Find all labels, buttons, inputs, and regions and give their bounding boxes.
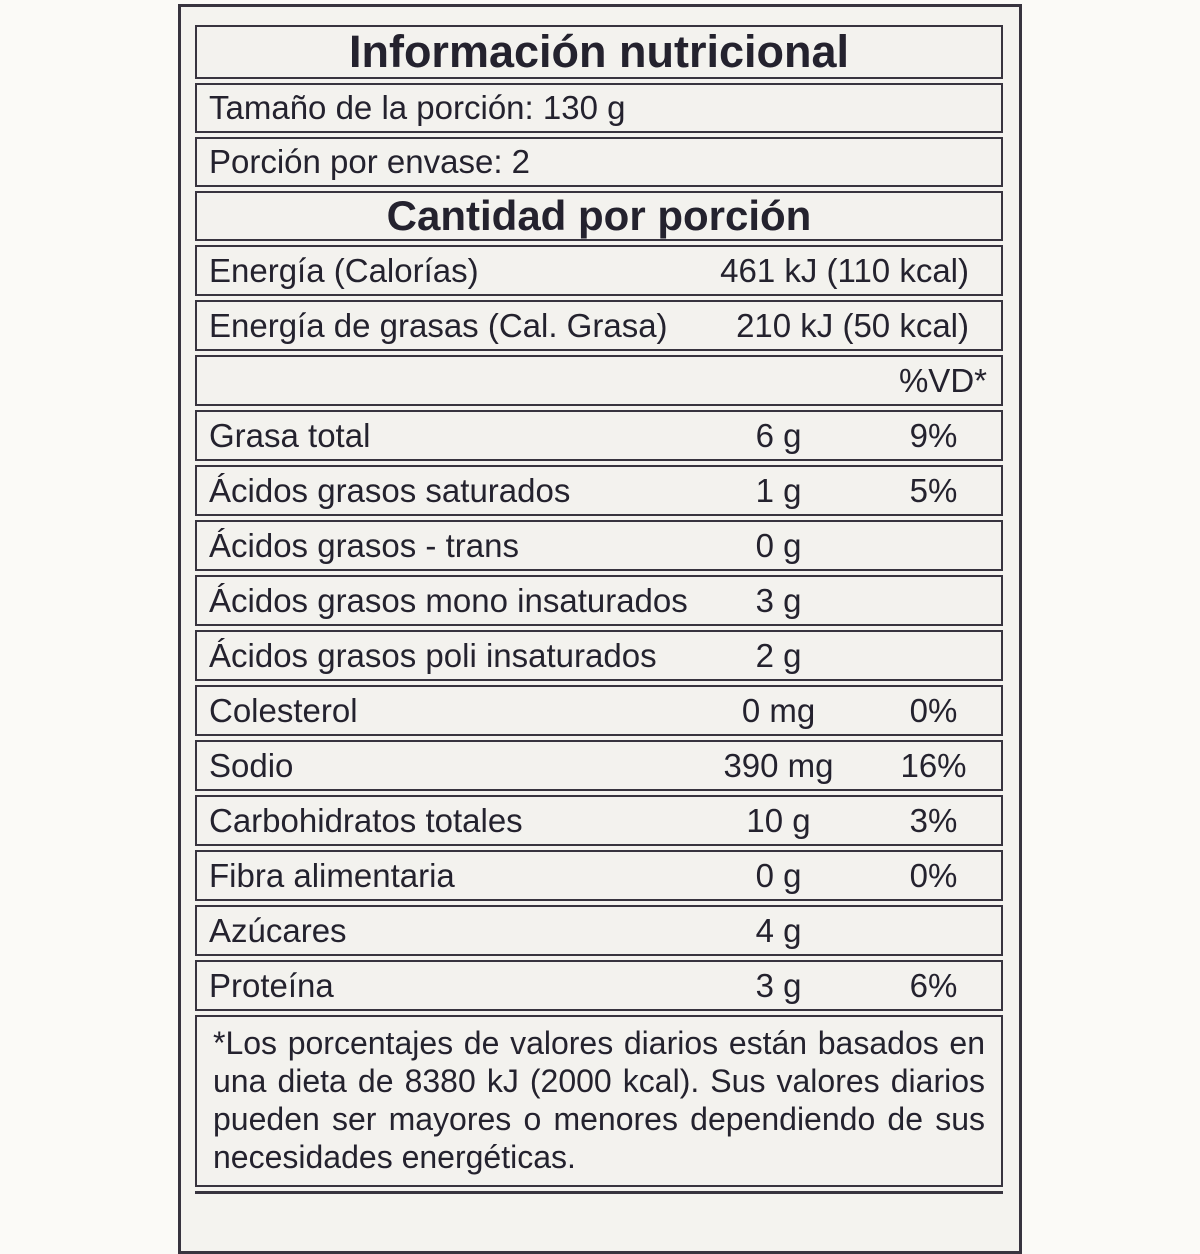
row-azucares (195, 905, 1003, 956)
nutrient-label: Proteína (209, 966, 334, 1004)
nutrient-label: Ácidos grasos saturados (209, 471, 571, 509)
dv-header-row (195, 355, 1003, 406)
footnote-row (195, 1015, 1003, 1187)
nutrient-label: Grasa total (209, 416, 371, 454)
nutrient-label: Colesterol (209, 691, 358, 729)
row-energia-calorias (195, 245, 1003, 296)
row-proteina (195, 960, 1003, 1011)
label-title-row (195, 25, 1003, 79)
row-energia-grasas (195, 300, 1003, 351)
nutrient-amount: 10 g (746, 801, 811, 839)
nutrient-dv: 0% (909, 856, 958, 894)
energy-label: Energía (Calorías) (209, 251, 479, 289)
nutrient-amount: 1 g (755, 471, 802, 509)
nutrient-label: Ácidos grasos - trans (209, 526, 519, 564)
nutrient-dv: 3% (909, 801, 958, 839)
row-acidos-grasos-mono-insaturados (195, 575, 1003, 626)
row-sodio (195, 740, 1003, 791)
section-header-row (195, 191, 1003, 241)
nutrient-amount: 0 g (755, 856, 802, 894)
energy-label: Energía de grasas (Cal. Grasa) (209, 306, 668, 344)
section-header-text: Cantidad por porción (386, 192, 812, 239)
serving-size-row (195, 83, 1003, 133)
nutrient-dv: 6% (909, 966, 958, 1004)
nutrient-dv: 16% (900, 746, 967, 784)
nutrient-amount: 6 g (755, 416, 802, 454)
nutrient-label: Ácidos grasos poli insaturados (209, 636, 657, 674)
nutrient-label: Ácidos grasos mono insaturados (209, 581, 688, 619)
dv-column-header: %VD* (898, 361, 987, 399)
nutrient-label: Azúcares (209, 911, 347, 949)
energy-value: 210 kJ (50 kcal) (736, 306, 969, 344)
nutrient-dv: 9% (909, 416, 958, 454)
row-acidos-grasos-poli-insaturados (195, 630, 1003, 681)
footnote-text: *Los porcentajes de valores diarios están basados en una dieta de 8380 kJ (2000 kcal). Sus valores diarios pueden ser mayores o menores dependiendo de sus necesidades energéticas. (213, 1025, 985, 1175)
nutrient-label: Sodio (209, 746, 294, 784)
nutrition-label (195, 25, 1003, 1194)
servings-per-container-text: Porción por envase: 2 (209, 143, 531, 180)
row-acidos-grasos-trans (195, 520, 1003, 571)
nutrient-label: Fibra alimentaria (209, 856, 455, 894)
row-colesterol (195, 685, 1003, 736)
energy-value: 461 kJ (110 kcal) (720, 251, 969, 289)
nutrient-amount: 2 g (755, 636, 802, 674)
nutrient-amount: 0 mg (741, 691, 816, 729)
nutrient-label: Carbohidratos totales (209, 801, 523, 839)
nutrient-amount: 0 g (755, 526, 802, 564)
nutrient-amount: 3 g (755, 966, 802, 1004)
nutrient-amount: 390 mg (723, 746, 834, 784)
nutrient-dv: 5% (909, 471, 958, 509)
row-acidos-grasos-saturados (195, 465, 1003, 516)
nutrient-amount: 3 g (755, 581, 802, 619)
servings-per-container-row (195, 137, 1003, 187)
table-bottom-divider (195, 1191, 1003, 1194)
row-grasa-total (195, 410, 1003, 461)
label-title: Información nutricional (348, 26, 850, 77)
serving-size-text: Tamaño de la porción: 130 g (209, 89, 626, 126)
row-carbohidratos-totales (195, 795, 1003, 846)
nutrient-dv: 0% (909, 691, 958, 729)
nutrient-amount: 4 g (755, 911, 802, 949)
row-fibra-alimentaria (195, 850, 1003, 901)
